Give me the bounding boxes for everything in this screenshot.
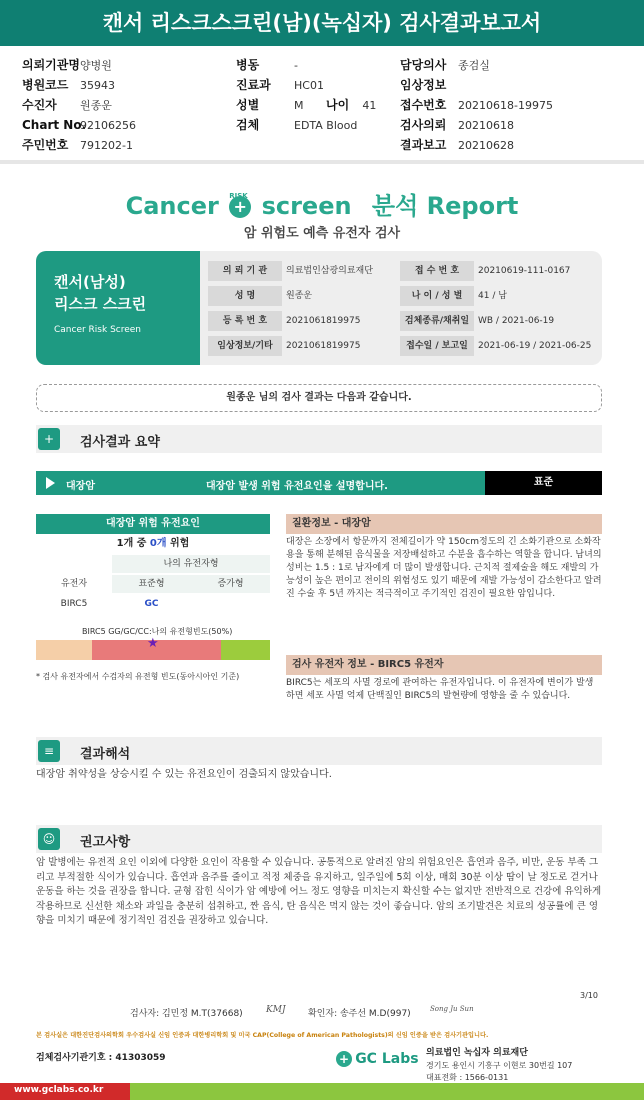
header-col2 <box>236 55 406 135</box>
header-value: - <box>294 59 298 72</box>
interp-title: 결과해석 <box>80 747 131 762</box>
header-row <box>22 115 222 135</box>
section-advice <box>36 825 602 853</box>
agency-number: 검체검사기관기호 : 41303059 <box>36 1053 166 1063</box>
my-genotype-header: 나의 유전자형 <box>112 555 270 573</box>
signer: 검사자: 김민정 M.T(37668) <box>130 1009 243 1019</box>
info-value: 2021061819975 <box>286 316 361 326</box>
header-value: 20210618 <box>458 119 514 132</box>
freq-segment <box>221 640 270 660</box>
logo-word2: screen <box>261 192 352 220</box>
header-value: M <box>294 99 304 112</box>
header-row <box>400 95 630 115</box>
freq-bar <box>36 636 270 660</box>
risk-count-suffix: 위험 <box>170 538 190 549</box>
info-value: 의료법인삼광의료재단 <box>286 266 373 276</box>
logo-kr: 분석 Report <box>371 192 519 220</box>
play-icon <box>46 477 55 489</box>
info-label: 성 명 <box>208 286 282 306</box>
header-value: 92106256 <box>80 119 136 132</box>
org-addr: 경기도 용인시 기흥구 이현로 30번길 107 <box>426 1061 573 1070</box>
footer-green-line <box>130 1083 644 1100</box>
product-box <box>36 251 200 365</box>
doctor-icon: ☺ <box>38 828 60 850</box>
info-value: 41 / 남 <box>478 291 507 301</box>
col-std: 표준형 <box>112 575 191 593</box>
header-row <box>400 135 630 155</box>
product-kr1: 캔서(남성) <box>54 273 126 291</box>
gene-std-val: GC <box>144 599 159 609</box>
header-label: 임상정보 <box>400 78 447 92</box>
header-col3 <box>400 55 630 155</box>
header-label: 검사의뢰 <box>400 118 447 132</box>
info-label: 접 수 번 호 <box>400 261 474 281</box>
cancer-row <box>36 471 485 495</box>
header-row <box>22 135 222 155</box>
col-gene: 유전자 <box>60 579 88 589</box>
page-number: 3/10 <box>580 991 598 1000</box>
header-label: 주민번호 <box>22 138 69 152</box>
logo-plus-icon: + RISK <box>229 196 251 218</box>
report-title: 캔서 리스크스크린(남)(녹십자) 검사결과보고서 <box>0 0 644 46</box>
risk-count <box>36 534 270 554</box>
disease-text: 대장은 소장에서 항문까지 전체길이가 약 150cm정도의 긴 소화기관으로 소화작용을 통해 분해된 음식물을 저장배설하고 수분을 흡수하는 역할을 합니다. 남녀의 성비는 1.5 : 1로 남자에게 더 많이 발생합니다. 근치적 절제술을 해도 재발의 가능성이 높은 편이고 전이의 위험성도 있기 때문에 재발 가능성이 감소한다고 알려진 수술 후 5년 까지는 적극적이고 주기적인 검진이 필요한 암입니다. <box>286 537 602 599</box>
header-label: 담당의사 <box>400 58 447 72</box>
gene-name: BIRC5 <box>60 599 88 609</box>
summary-title: 검사결과 요약 <box>80 435 160 450</box>
gc-cross-icon: + <box>336 1051 352 1067</box>
header-label: 수진자 <box>22 98 57 112</box>
report-logo <box>0 186 644 221</box>
header-row <box>22 75 222 95</box>
confirmer: 확인자: 송주선 M.D(997) <box>308 1009 411 1019</box>
report-subtitle: 암 위험도 예측 유전자 검사 <box>243 226 401 241</box>
header-label: 접수번호 <box>400 98 447 112</box>
info-value: 2021061819975 <box>286 341 361 351</box>
header-value: 35943 <box>80 79 115 92</box>
result-notice: 원종운 님의 검사 결과는 다음과 같습니다. <box>36 384 602 412</box>
freq-bar-label: BIRC5 GG/GC/CC:나의 유전형빈도(50%) <box>82 627 233 636</box>
risk-header: 대장암 위험 유전요인 <box>36 514 270 534</box>
header-label: 결과보고 <box>400 138 447 152</box>
header-row <box>236 75 406 95</box>
header-row <box>236 95 406 115</box>
header-label: 의뢰기관명 <box>22 58 80 72</box>
age-label: 나이 <box>326 98 350 112</box>
disease-header: 질환정보 - 대장암 <box>286 514 602 534</box>
cancer-name: 대장암 <box>66 481 95 492</box>
info-value: 20210619-111-0167 <box>478 266 571 276</box>
header-value: 양병원 <box>80 59 112 72</box>
org-tel: 대표전화 : 1566-0131 <box>426 1073 509 1082</box>
header-value: 종검실 <box>458 59 490 72</box>
gclabs-logo <box>336 1051 419 1067</box>
section-summary <box>36 425 602 453</box>
org-block <box>426 1045 572 1083</box>
product-en: Cancer Risk Screen <box>54 325 142 335</box>
signature-2: Song Ju Sun <box>430 1005 474 1013</box>
header-value: 20210628 <box>458 139 514 152</box>
header-label: Chart No. <box>22 118 87 132</box>
info-row <box>208 286 598 306</box>
header-value: HC01 <box>294 79 324 92</box>
freq-segment <box>36 640 92 660</box>
brand-name: GC Labs <box>355 1051 419 1067</box>
header-value: 20210618-19975 <box>458 99 553 112</box>
freq-note: * 검사 유전자에서 수검자의 유전형 빈도(동아시아인 기준) <box>36 672 240 681</box>
header-row <box>236 55 406 75</box>
my-genotype-star-icon: ★ <box>147 636 159 651</box>
logo-risk: RISK <box>229 192 248 200</box>
logo-word1: Cancer <box>125 192 219 220</box>
info-row <box>208 336 598 356</box>
cancer-desc: 대장암 발생 위험 유전요인을 설명합니다. <box>206 481 388 492</box>
info-label: 의 뢰 기 관 <box>208 261 282 281</box>
age-value: 41 <box>362 99 377 112</box>
info-label: 나 이 / 성 별 <box>400 286 474 306</box>
gene-info-header: 검사 유전자 정보 - BIRC5 유전자 <box>286 655 602 675</box>
standard-badge: 표준 <box>485 471 602 495</box>
header-col1 <box>22 55 222 155</box>
info-row <box>208 261 598 281</box>
info-value: WB / 2021-06-19 <box>478 316 555 326</box>
summary-icon: + <box>38 428 60 450</box>
header-label: 검체 <box>236 118 260 132</box>
gene-info-text: BIRC5는 세포의 사멸 경로에 관여하는 유전자입니다. 이 유전자에 변이가 발생하면 세포 사멸 억제 단백질인 BIRC5의 발현량에 영향을 줄 수 있습니다. <box>286 678 594 701</box>
clipboard-icon: ≡ <box>38 740 60 762</box>
advice-title: 권고사항 <box>80 835 131 850</box>
header-label: 병동 <box>236 58 260 72</box>
header-row <box>22 55 222 75</box>
accreditation: 본 검사실은 대한진단검사의학회 우수검사실 신임 인증과 대한병리학회 및 미국 CAP(College of American Pathologists)의 신임 인증을 받은 검사기관입니다. <box>36 1032 489 1039</box>
info-label: 임상정보/기타 <box>208 336 282 356</box>
org-name: 의료법인 녹십자 의료재단 <box>426 1048 528 1058</box>
info-value: 원종운 <box>286 291 313 301</box>
signature-1: KMJ <box>266 1005 286 1015</box>
header-row <box>400 115 630 135</box>
advice-text: 암 발병에는 유전적 요인 이외에 다양한 요인이 작용할 수 있습니다. 공통적으로 알려진 암의 위험요인은 흡연과 음주, 비만, 운동 부족 그리고 부적절한 식이가 있습니다. 흡연과 음주를 줄이고 적정 체중을 유지하고, 일주일에 5회 이상, 매회 30분 이상 땀이 날 정도로 걷거나 운동을 하는 것을 권장을 합니다. 균형 잡힌 식이가 암 예방에 어느 정도 영향을 미치는지 확신할 수는 없지만 전반적으로 건강에 유익하게 작용하므로 신선한 채소와 과일을 충분히 섭취하고, 짠 음식, 탄 음식은 먹지 않는 것이 좋습니다. 암의 조기발견은 치료의 성공률에 큰 영향을 미치기 때문에 정기적인 검진을 권장하고 있습니다. <box>36 857 602 926</box>
risk-count-num: 0개 <box>149 538 167 549</box>
header-age <box>326 96 376 113</box>
info-row <box>208 311 598 331</box>
header-label: 병원코드 <box>22 78 69 92</box>
info-label: 검체종류/채취일 <box>400 311 474 331</box>
site-url[interactable]: www.gclabs.co.kr <box>14 1085 104 1095</box>
header-row <box>400 55 630 75</box>
header-value: 791202-1 <box>80 139 133 152</box>
col-inc: 증가형 <box>191 575 270 593</box>
header-row <box>22 95 222 115</box>
genotype-table <box>36 555 270 615</box>
header-row <box>236 115 406 135</box>
header-row <box>400 75 630 95</box>
info-value: 2021-06-19 / 2021-06-25 <box>478 341 592 351</box>
interp-text: 대장암 취약성을 상승시킬 수 있는 유전요인이 검출되지 않았습니다. <box>36 769 332 780</box>
header-value: 원종운 <box>80 99 112 112</box>
header-label: 성별 <box>236 98 260 112</box>
header-value: EDTA Blood <box>294 119 358 132</box>
divider <box>0 160 644 164</box>
risk-count-prefix: 1개 중 <box>116 538 147 549</box>
info-label: 접수일 / 보고일 <box>400 336 474 356</box>
header-label: 진료과 <box>236 78 271 92</box>
product-kr2: 리스크 스크린 <box>54 295 147 313</box>
section-interp <box>36 737 602 765</box>
info-label: 등 록 번 호 <box>208 311 282 331</box>
patient-info-table <box>200 251 602 365</box>
